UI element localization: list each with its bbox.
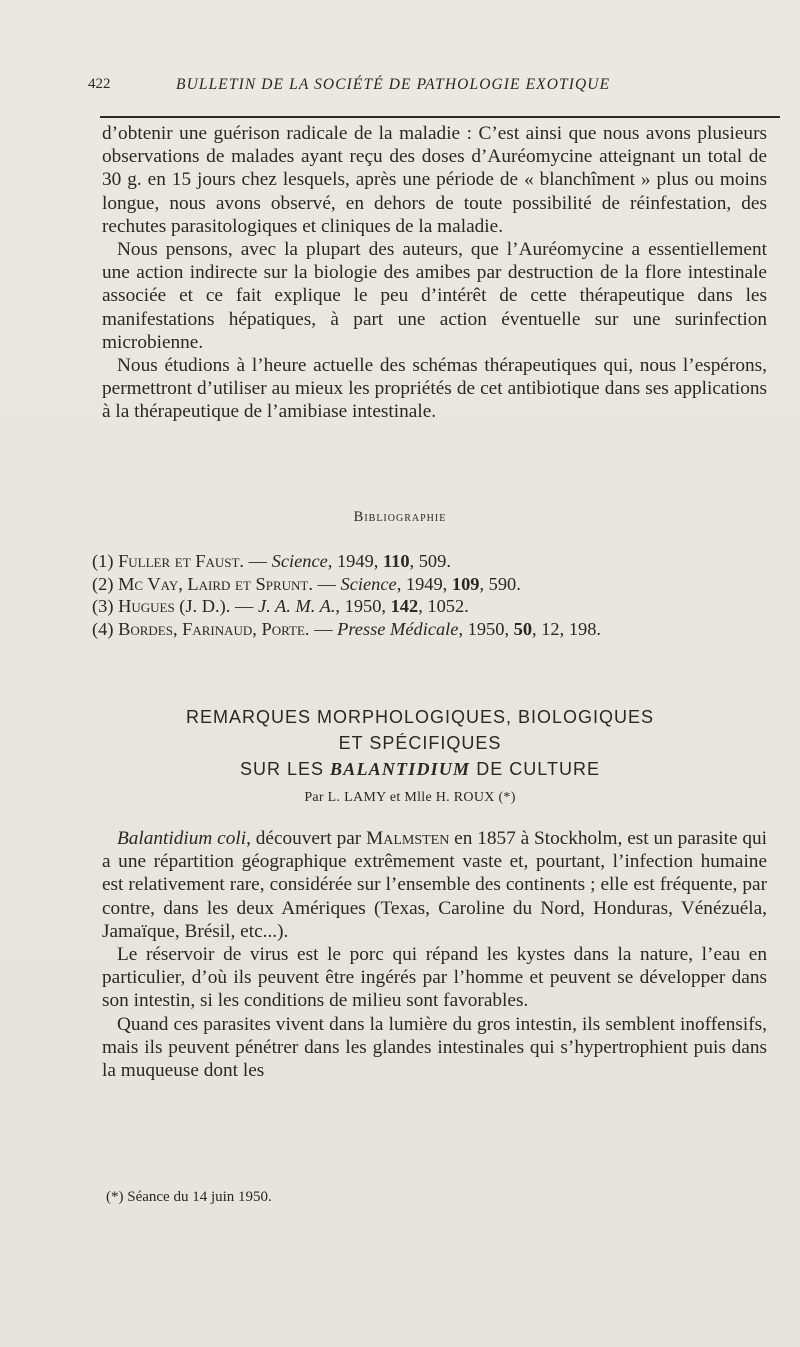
bibliography-heading: Bibliographie: [353, 509, 447, 525]
entry-authors: Bordes, Farinaud, Porte.: [118, 618, 310, 639]
entry-dash: —: [312, 573, 341, 594]
entry-dash: —: [230, 596, 258, 617]
paragraph-text: , découvert par: [246, 828, 367, 849]
entry-year: , 1949,: [327, 551, 383, 571]
journal-title: BULLETIN DE LA SOCIÉTÉ DE PATHOLOGIE EXOTIQUE: [176, 76, 611, 93]
entry-dash: —: [309, 618, 338, 639]
entry-volume: 142: [390, 596, 419, 617]
bibliography-entry: [92, 573, 782, 596]
article-title-line: [0, 756, 800, 782]
article-paragraph: Le réservoir de virus est le porc qui répand les kystes dans la nature, l’eau en particulier, d’où ils peuvent être ingérés par l’homme et peuvent se développer dans son intestin, si les conditions de milieu sont favorables.: [102, 944, 767, 1012]
entry-authors: Mc Vay, Laird et Sprunt.: [118, 573, 313, 594]
bibliography-entry: [92, 550, 782, 573]
article-paragraph: Quand ces parasites vivent dans la lumière du gros intestin, ils semblent inoffensifs, mais ils peuvent pénétrer dans les glandes intestinales qui s’hypertrophient puis dans la muqueuse dont les: [102, 1013, 767, 1082]
entry-number: (4): [92, 618, 114, 639]
entry-year: , 1949,: [396, 573, 452, 594]
bibliography-list: [92, 550, 782, 640]
paragraph-text: en 1857 à Stockholm, est un parasite qui a une répartition géographique extrêmement vaste et, pourtant, l’infection humaine est relativement rare, considérée sur l’ensemble des continents ; elle est fréquente, par contre, dans les deux Amériques (Texas, Caroline du Nord, Honduras, Vénézuéla, Jamaïque, Brésil, etc...).: [102, 828, 767, 942]
species-name: Balantidium coli: [117, 828, 247, 849]
author-name: Malmsten: [366, 828, 450, 849]
entry-journal: J. A. M. A.: [257, 596, 336, 617]
page-number: 422: [88, 76, 111, 92]
intro-paragraph: Nous étudions à l’heure actuelle des schémas thérapeutiques qui, nous l’espérons, permettront d’utiliser au mieux les propriétés de cet antibiotique dans ses applications à la thérapeutique de l’amibiase intestinale.: [102, 355, 767, 423]
entry-pages: , 1052.: [418, 596, 469, 617]
entry-number: (3): [92, 596, 114, 617]
entry-authors: Hugues (J. D.).: [118, 596, 231, 617]
bibliography-entry: [92, 595, 782, 618]
entry-volume: 109: [451, 573, 480, 594]
entry-authors: Fuller et Faust.: [118, 551, 245, 571]
header-rule: [100, 116, 780, 118]
running-head: [88, 76, 778, 102]
entry-number: (2): [92, 573, 114, 594]
article-title-line: REMARQUES MORPHOLOGIQUES, BIOLOGIQUES: [185, 707, 655, 727]
entry-journal: Science: [271, 551, 328, 571]
entry-volume: 50: [513, 618, 533, 639]
footnote: (*) Séance du 14 juin 1950.: [106, 1189, 272, 1205]
article-body: [102, 827, 767, 1082]
entry-journal: Science: [340, 573, 397, 594]
entry-year: , 1950,: [335, 596, 391, 617]
entry-year: , 1950,: [458, 618, 514, 639]
title-genus: BALANTIDIUM: [330, 759, 471, 779]
intro-section: [102, 122, 767, 424]
entry-volume: 110: [382, 551, 410, 571]
article-title-line: ET SPÉCIFIQUES: [338, 733, 502, 753]
article-title: [0, 704, 800, 782]
article-paragraph: [102, 827, 767, 943]
entry-dash: —: [244, 551, 272, 571]
entry-pages: , 509.: [409, 551, 451, 571]
title-prefix: SUR LES: [240, 759, 331, 779]
title-suffix: DE CULTURE: [470, 759, 600, 779]
intro-paragraph: d’obtenir une guérison radicale de la maladie : C’est ainsi que nous avons plusieurs observations de malades ayant reçu des doses d’Auréomycine atteignant un total de 30 g. en 15 jours chez lesquels, après une période de « blanchîment » plus ou moins longue, nous avons observé, en dehors de toute possibilité de réinfestation, des rechutes parasitologiques et cliniques de la maladie.: [102, 123, 767, 237]
intro-paragraph: Nous pensons, avec la plupart des auteurs, que l’Auréomycine a essentiellement une action indirecte sur la biologie des amibes par destruction de la flore intestinale associée et ce fait explique le peu d’intérêt de cette thérapeutique dans les manifestations hépatiques, à part une action éventuelle sur une surinfection microbienne.: [102, 239, 767, 353]
article-byline: Par L. LAMY et Mlle H. ROUX (*): [304, 790, 516, 805]
entry-journal: Presse Médicale: [337, 618, 459, 639]
entry-pages: , 12, 198.: [532, 618, 601, 639]
bibliography-entry: [92, 618, 782, 641]
entry-pages: , 590.: [479, 573, 521, 594]
entry-number: (1): [92, 551, 114, 571]
